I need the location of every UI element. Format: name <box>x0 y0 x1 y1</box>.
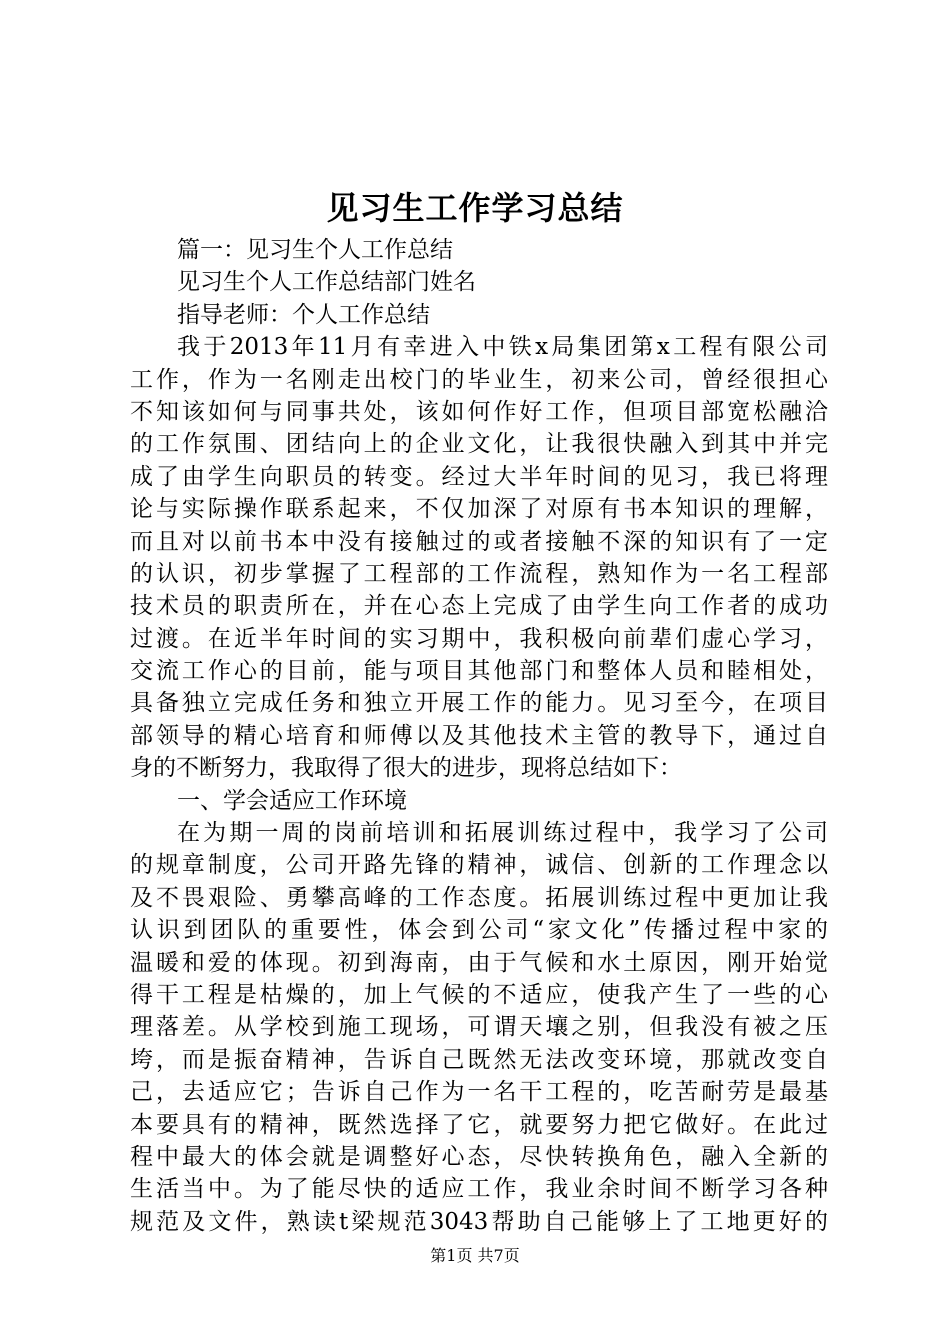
text-line: 不知该如何与同事共处，该如何作好工作，但项目部宽松融洽 <box>130 398 828 425</box>
text-line: 身的不断努力，我取得了很大的进步，现将总结如下： <box>130 755 682 782</box>
text-line: 认识到团队的重要性，体会到公司“家文化”传播过程中家的 <box>130 917 828 944</box>
text-line: 交流工作心的目前，能与项目其他部门和整体人员和睦相处， <box>130 658 828 685</box>
text-line: 一、学会适应工作环境 <box>177 787 407 814</box>
text-line: 工作，作为一名刚走出校门的毕业生，初来公司，曾经很担心 <box>130 366 828 393</box>
text-line: 己，去适应它；告诉自己作为一名干工程的，吃苦耐劳是最基 <box>130 1079 828 1106</box>
text-line: 温暖和爱的体现。初到海南，由于气候和水土原因，刚开始觉 <box>130 949 828 976</box>
text-line: 的工作氛围、团结向上的企业文化，让我很快融入到其中并完 <box>130 431 828 458</box>
text-line: 我于2013年11月有幸进入中铁x局集团第x工程有限公司 <box>177 334 828 361</box>
text-line: 的规章制度，公司开路先锋的精神，诚信、创新的工作理念以 <box>130 852 828 879</box>
document-body <box>130 234 828 1238</box>
text-line: 成了由学生向职员的转变。经过大半年时间的见习，我已将理 <box>130 463 828 490</box>
document-title: 见习生工作学习总结 <box>326 189 624 227</box>
text-line: 垮，而是振奋精神，告诉自己既然无法改变环境，那就改变自 <box>130 1046 828 1073</box>
text-line: 得干工程是枯燥的，加上气候的不适应，使我产生了一些的心 <box>130 981 828 1008</box>
text-line: 具备独立完成任务和独立开展工作的能力。见习至今，在项目 <box>130 690 828 717</box>
text-line: 指导老师：个人工作总结 <box>177 301 430 328</box>
text-line: 而且对以前书本中没有接触过的或者接触不深的知识有了一定 <box>130 528 828 555</box>
text-line: 及不畏艰险、勇攀高峰的工作态度。拓展训练过程中更加让我 <box>130 884 828 911</box>
text-line: 篇一：见习生个人工作总结 <box>177 237 453 263</box>
text-line: 在为期一周的岗前培训和拓展训练过程中，我学习了公司 <box>177 820 828 847</box>
text-line: 理落差。从学校到施工现场，可谓天壤之别，但我没有被之压 <box>130 1014 828 1041</box>
text-line: 本要具有的精神，既然选择了它，就要努力把它做好。在此过 <box>130 1111 828 1138</box>
text-line: 论与实际操作联系起来，不仅加深了对原有书本知识的理解， <box>130 496 828 523</box>
text-line: 见习生个人工作总结部门姓名 <box>177 269 476 296</box>
text-line: 技术员的职责所在，并在心态上完成了由学生向工作者的成功 <box>130 593 828 620</box>
text-line: 生活当中。为了能尽快的适应工作，我业余时间不断学习各种 <box>130 1176 828 1203</box>
text-line: 程中最大的体会就是调整好心态，尽快转换角色，融入全新的 <box>130 1143 828 1170</box>
text-line: 过渡。在近半年时间的实习期中，我积极向前辈们虚心学习， <box>130 625 828 652</box>
text-line: 的认识，初步掌握了工程部的工作流程，熟知作为一名工程部 <box>130 560 828 587</box>
text-line: 规范及文件，熟读t梁规范3043帮助自己能够上了工地更好的 <box>130 1208 828 1235</box>
page-footer: 第1页 共7页 <box>430 1246 520 1265</box>
text-line: 部领导的精心培育和师傅以及其他技术主管的教导下，通过自 <box>130 722 828 749</box>
